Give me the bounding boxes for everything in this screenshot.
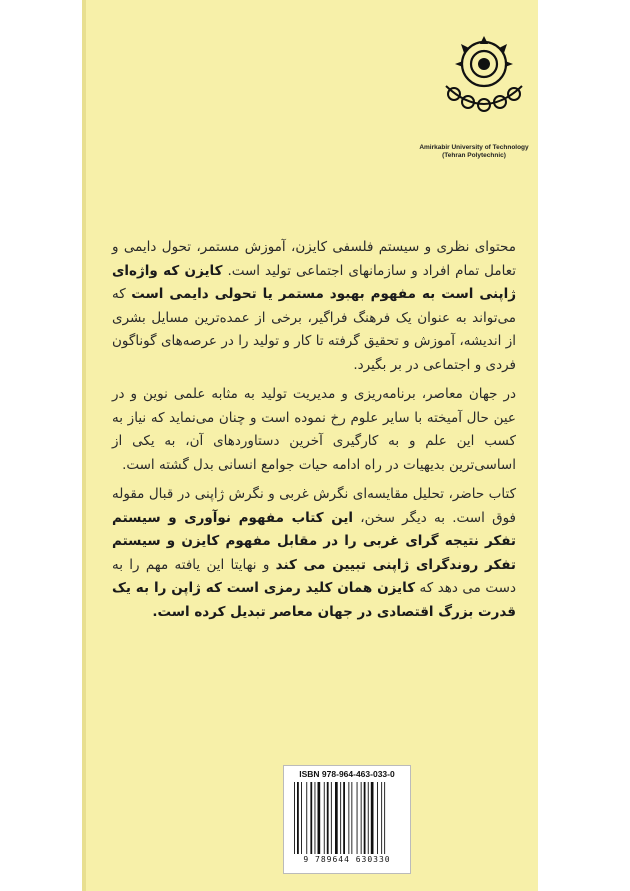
- barcode-bar: [348, 782, 349, 854]
- barcode-bar: [318, 782, 321, 854]
- barcode-bars: [292, 782, 402, 854]
- barcode-bar: [327, 782, 329, 854]
- blurb-p1-text1: محتوای نظری و سیستم فلسفی کایزن، آموزش مستمر، تحول دایمی و تعامل تمام افراد و سازمانهای اجتماعی تولید است.: [112, 239, 516, 279]
- blurb-p1-bold1: کایزن که واژه‌ای ژاپنی است به مفهوم بهبود مستمر یا تحولی دایمی است: [112, 262, 516, 302]
- barcode-bar: [368, 782, 369, 854]
- university-emblem-icon: [441, 30, 527, 116]
- university-name-line2: (Tehran Polytechnic): [442, 152, 506, 159]
- isbn-label: ISBN 978-964-463-033-0: [299, 769, 395, 779]
- university-name-line1: Amirkabir University of Technology: [419, 144, 529, 151]
- blurb-p3-text2: و نهایتا این یافته مهم را به دست می دهد که: [112, 556, 516, 596]
- blurb-paragraph-3: [112, 483, 516, 624]
- barcode-bar: [306, 782, 307, 854]
- barcode-bar: [331, 782, 332, 854]
- barcode-bar: [351, 782, 352, 854]
- barcode-bar: [301, 782, 302, 854]
- barcode-bar: [343, 782, 345, 854]
- blurb-text: [112, 236, 516, 630]
- barcode-bar: [357, 782, 358, 854]
- blurb-p3-bold1: این کتاب مفهوم نوآوری و سیستم تفکر نتیجه گرای غربی را در مقابل مفهوم کایزن و سیستم تفکر روندگرای ژاپنی تبیین می کند: [112, 509, 516, 573]
- barcode-bar: [315, 782, 316, 854]
- cover-edge: [82, 0, 86, 891]
- blurb-p3-text1: کتاب حاضر، تحلیل مقایسه‌ای نگرش غربی و نگرش ژاپنی در قبال مقوله فوق است. به دیگر سخن،: [112, 486, 516, 526]
- barcode-bar: [335, 782, 338, 854]
- isbn-barcode: [283, 765, 411, 874]
- barcode-bar: [381, 782, 382, 854]
- barcode-bar: [297, 782, 299, 854]
- barcode-bar: [340, 782, 341, 854]
- barcode-bar: [361, 782, 362, 854]
- barcode-bar: [384, 782, 385, 854]
- barcode-bar: [377, 782, 378, 854]
- blurb-paragraph-1: [112, 236, 516, 377]
- blurb-paragraph-2: در جهان معاصر، برنامه‌ریزی و مدیریت تولید به مثابه علمی نوین و در عین حال آمیخته با سایر علوم رخ نموده است و چنان می‌نماید که نیاز به کسب این علم و به کارگیری آخرین دستاوردهای آن، به یکی از اساسی‌ترین بدیهیات در راه ادامه حیات جوامع انسانی بدل گشته است.: [112, 386, 516, 473]
- barcode-bar: [371, 782, 374, 854]
- barcode-bar: [310, 782, 312, 854]
- barcode-digits: 9 789644 630330: [303, 855, 391, 864]
- barcode-bar: [364, 782, 366, 854]
- blurb-p3-bold2: کایزن همان کلید رمزی است که ژاپن را به یک قدرت بزرگ اقتصادی در جهان معاصر تبدیل کرده است.: [112, 580, 516, 620]
- barcode-bar: [294, 782, 295, 854]
- barcode-bar: [324, 782, 325, 854]
- blurb-p1-text2: که می‌تواند به عنوان یک فرهنگ فراگیر، برخی از عمده‌ترین مسایل بشری از اندیشه، آموزش و تحقیق گرفته تا کار و تولید را در عرصه‌های گوناگون فردی و اجتماعی در بر بگیرد.: [112, 286, 516, 373]
- university-name: [415, 144, 533, 160]
